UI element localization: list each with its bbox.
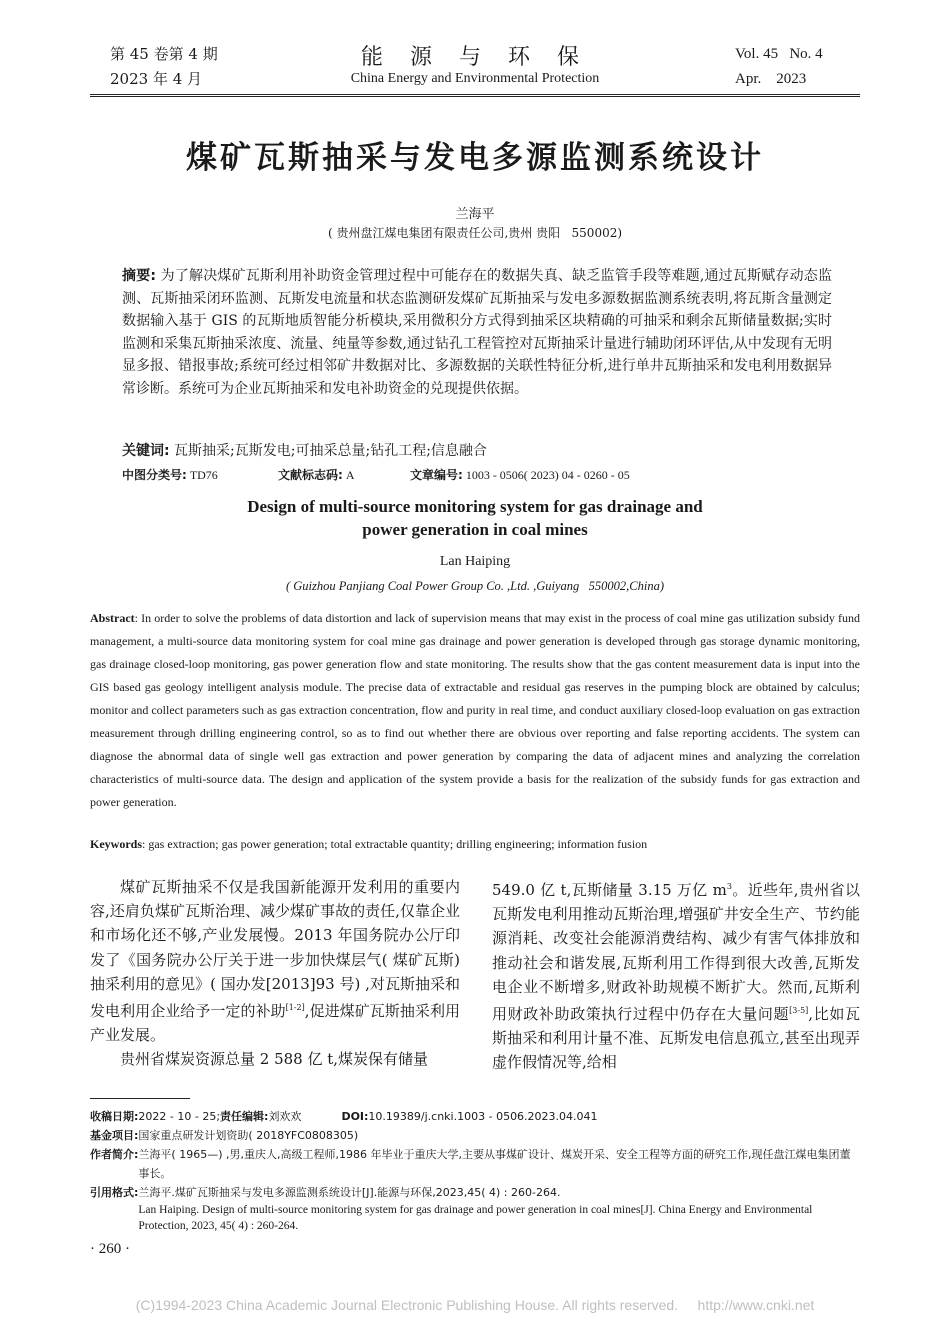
body-paragraph: 贵州省煤炭资源总量 2 588 亿 t,煤炭保有储量	[120, 1050, 429, 1069]
keywords-cn	[122, 441, 832, 461]
affiliation-en: ( Guizhou Panjiang Coal Power Group Co. ,Ltd. ,Guiyang 550002,China)	[285, 579, 664, 593]
abstract-en-label: Abstract	[90, 611, 135, 625]
document-code: 文献标志码: A	[278, 468, 355, 482]
header-volume-issue-cn: 第 45 卷第 4 期	[110, 45, 218, 63]
header-journal-name-cn: 能 源 与 环 保	[361, 45, 589, 70]
header-date-en: Apr. 2023	[735, 71, 807, 87]
page-number: · 260 ·	[90, 1241, 130, 1257]
footnote-received: 收稿日期: 2022 - 10 - 25; 责任编辑: 刘欢欢 DOI: 10.19389/j.cnki.1003 - 0506.2023.04.041	[90, 1107, 860, 1126]
doi-label: DOI:	[341, 1110, 369, 1123]
header-journal-name-en: China Energy and Environmental Protection	[350, 71, 600, 86]
author-en: Lan Haiping	[439, 554, 511, 569]
body-paragraph: 549.0 亿 t,瓦斯储量 3.15 万亿 $m^3$。近些年,贵州省以瓦斯发电利用推动瓦斯治理,增强矿井安全生产、节约能源消耗、改变社会能源消费结构、减少有害气体排放和推动社会和谐发展,瓦斯利用工作得到很大改善,瓦斯发电企业不断增多,财政补助规模不断扩大。然而,瓦斯利用财政补助政策执行过程中仍存在大量问题[3-5],比如瓦斯抽采和利用计量不准、瓦斯发电信息孤立,甚至出现弄虚作假情况等,给相	[492, 881, 860, 1072]
header-rule-double	[90, 96, 860, 97]
body-paragraph: 煤矿瓦斯抽采不仅是我国新能源开发利用的重要内容,还肩负煤矿瓦斯治理、减少煤矿事故的责任,仅靠企业和市场化还不够,产业发展慢。2013 年国务院办公厅印发了《国务院办公厅关于进一步加快煤层气( 煤矿瓦斯) 抽采利用的意见》( 国办发[2013]93 号) ,对瓦斯抽采和发电利用企业给予一定的补助[1-2],促进煤矿瓦斯抽采利用产业发展。	[90, 878, 460, 1045]
paper-title-en-line1: Design of multi-source monitoring system for gas drainage and	[247, 497, 703, 516]
keywords-en-label: Keywords	[90, 837, 142, 851]
footnote-citation: 引用格式: 兰海平.煤矿瓦斯抽采与发电多源监测系统设计[J].能源与环保,2023,45( 4) : 260-264. Lan Haiping. Design of multi-source monitoring system for gas drainage and power generation in coal mines[J]. China Energy and Environmental Protection, 2023, 45( 4) : 260-264.	[90, 1186, 813, 1232]
abstract-cn-label: 摘要:	[122, 268, 156, 284]
article-number: 文章编号: 1003 - 0506( 2023) 04 - 0260 - 05	[410, 468, 630, 482]
abstract-en-text: : In order to solve the problems of data distortion and lack of supervision means that may exist in the process of coal mine gas utilization subsidy fund management, a multi-source data monitoring system for coal mine gas drainage and power generation is developed through gas storage dynamic monitoring, gas drainage closed-loop monitoring, gas power generation flow and state monitoring. The results show that the gas content measurement data is input into the GIS based gas geology intelligent analysis module. The precise data of extractable and residual gas reserves in the pumping block are obtained by calculus; monitor and collect parameters such as gas extraction concentration, flow and purity in real time, and conduct auxiliary closed-loop evaluation on gas extraction measurement through drilling engineering control, so as to find out whether there are obvious over reporting and false reporting accidents. The system can diagnose the abnormal data of single well gas extraction and power generation by comparing the data of adjacent mines and analyzing the correlation characteristics of multi-source data. The design and application of the system provide a basis for the realization of the subsidy funds for gas extraction and power generation.	[90, 611, 860, 809]
header-volume-issue-en: Vol. 45 No. 4	[735, 46, 823, 62]
abstract-cn	[122, 265, 832, 400]
keywords-en	[90, 834, 860, 854]
paper-title-cn: 煤矿瓦斯抽采与发电多源监测系统设计	[186, 140, 764, 176]
keywords-en-text: : gas extraction; gas power generation; total extractable quantity; drilling engineering; information fusion	[142, 837, 648, 851]
footnote-fund: 基金项目: 国家重点研发计划资助( 2018YFC0808305)	[90, 1129, 359, 1142]
doi-link[interactable]: 10.19389/j.cnki.1003 - 0506.2023.04.041	[368, 1110, 598, 1123]
author-cn: 兰海平	[455, 207, 495, 222]
body-column-right	[492, 875, 860, 1075]
affiliation-cn: ( 贵州盘江煤电集团有限责任公司,贵州 贵阳 550002)	[327, 226, 623, 240]
footnote-rule	[90, 1098, 190, 1099]
keywords-cn-text: 瓦斯抽采;瓦斯发电;可抽采总量;钻孔工程;信息融合	[169, 443, 487, 459]
header-rule	[90, 94, 860, 95]
copyright-watermark: (C)1994-2023 China Academic Journal Electronic Publishing House. All rights reserved. http://www.cnki.net	[135, 1297, 815, 1313]
abstract-en	[90, 607, 860, 814]
footnotes	[90, 1107, 860, 1234]
abstract-cn-text: 为了解决煤矿瓦斯利用补助资金管理过程中可能存在的数据失真、缺乏监管手段等难题,通过瓦斯赋存动态监测、瓦斯抽采闭环监测、瓦斯发电流量和状态监测研发煤矿瓦斯抽采与发电多源数据监测系统表明,将瓦斯含量测定数据输入基于 GIS 的瓦斯地质智能分析模块,采用微积分方式得到抽采区块精确的可抽采和剩余瓦斯储量数据;实时监测和采集瓦斯抽采浓度、流量、纯量等参数,通过钻孔工程管控对瓦斯抽采计量进行辅助闭环评估,从中发现有无明显多报、错报事故;系统可经过相邻矿井数据对比、多源数据的关联性特征分析,进行单井瓦斯抽采和发电利用数据异常诊断。系统可为企业瓦斯抽采和发电补助资金的兑现提供依据。	[122, 268, 832, 397]
body-column-left	[90, 875, 460, 1072]
header-date-cn: 2023 年 4 月	[110, 70, 203, 88]
paper-title-en	[0, 495, 950, 541]
citation-ref[interactable]: [1-2]	[285, 1003, 305, 1013]
footnote-author-bio: 作者简介: 兰海平( 1965—) ,男,重庆人,高级工程师,1986 年毕业于重庆大学,主要从事煤矿设计、煤炭开采、安全工程等方面的研究工作,现任盘江煤电集团董事长。	[90, 1148, 851, 1180]
paper-title-en-line2: power generation in coal mines	[362, 520, 588, 539]
clc-number: 中图分类号: TD76	[122, 468, 218, 482]
citation-ref[interactable]: [3-5]	[789, 1006, 809, 1016]
keywords-cn-label: 关键词:	[122, 443, 170, 459]
